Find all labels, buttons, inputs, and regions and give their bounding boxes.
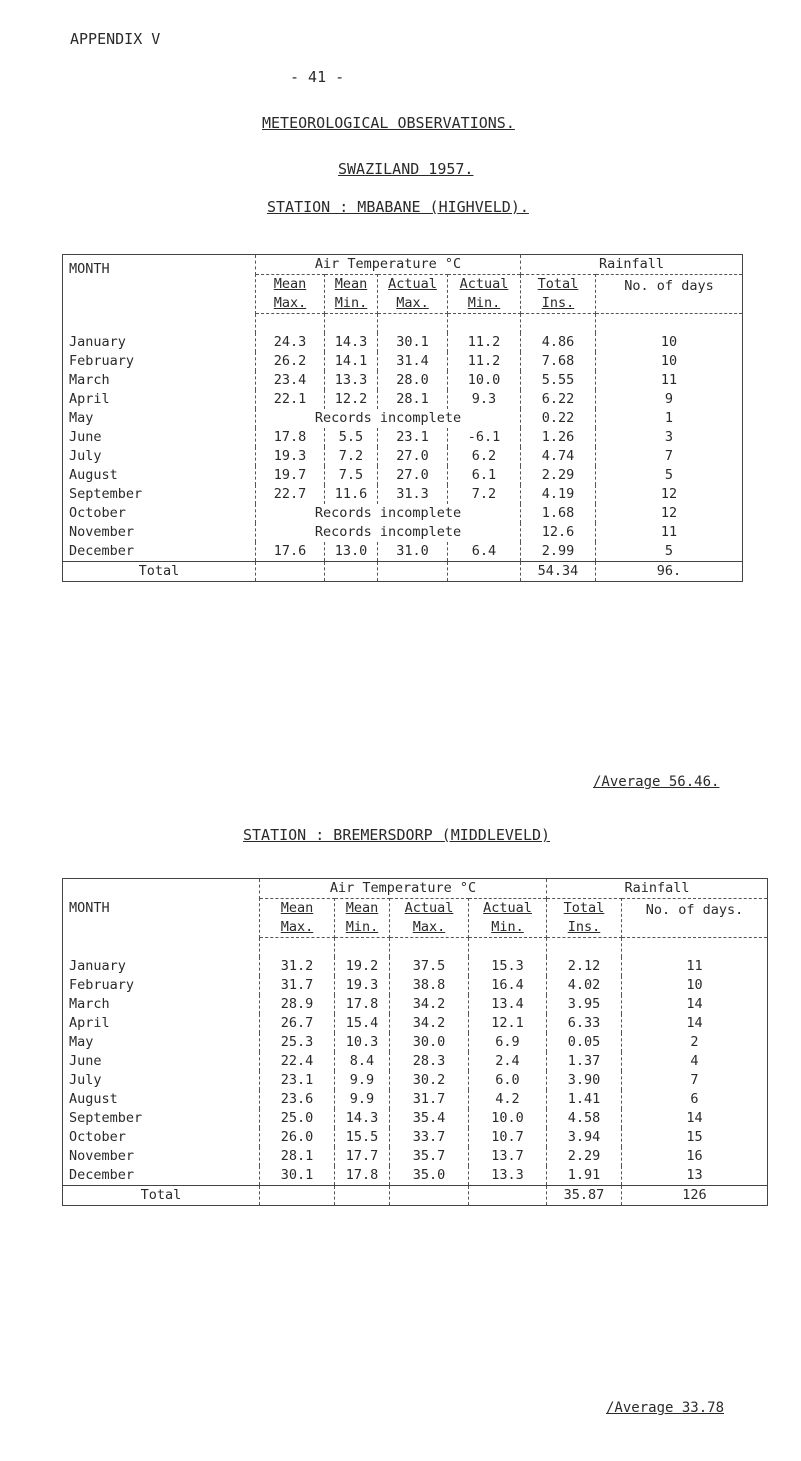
bremersdorp-table	[62, 878, 768, 1206]
actual-min-cell: 7.2	[448, 485, 521, 504]
rain-total-cell: 1.91	[547, 1166, 622, 1186]
records-note: Records incomplete	[256, 409, 521, 428]
mean-min-cell: 5.5	[325, 428, 378, 447]
mean-min-cell: 14.3	[335, 1109, 390, 1128]
total-ins-header: Total Ins.	[521, 275, 596, 314]
month-cell: June	[63, 428, 256, 447]
rain-total-cell: 7.68	[521, 352, 596, 371]
mean-min-cell: 10.3	[335, 1033, 390, 1052]
table-row	[63, 542, 743, 562]
month-cell: January	[63, 957, 260, 976]
table-row	[63, 466, 743, 485]
rain-total-cell: 4.02	[547, 976, 622, 995]
mean-max-cell: 17.6	[256, 542, 325, 562]
actual-max-cell: 34.2	[390, 995, 469, 1014]
month-cell: March	[63, 371, 256, 390]
mean-max-cell: 26.2	[256, 352, 325, 371]
rain-days-cell: 3	[596, 428, 743, 447]
rain-total-cell: 1.41	[547, 1090, 622, 1109]
actual-max-cell: 31.0	[378, 542, 448, 562]
rain-total-cell: 4.58	[547, 1109, 622, 1128]
records-note: Records incomplete	[256, 523, 521, 542]
mean-min-cell: 15.5	[335, 1128, 390, 1147]
mean-max-cell: 23.1	[260, 1071, 335, 1090]
actual-max-cell: 27.0	[378, 466, 448, 485]
actual-max-header: Actual Max.	[390, 899, 469, 938]
mean-min-cell: 13.3	[325, 371, 378, 390]
mean-min-header: Mean Min.	[335, 899, 390, 938]
actual-max-cell: 35.0	[390, 1166, 469, 1186]
mean-max-cell: 19.3	[256, 447, 325, 466]
rainfall-header: Rainfall	[521, 255, 743, 275]
mean-max-cell: 25.3	[260, 1033, 335, 1052]
table-row	[63, 371, 743, 390]
month-cell: April	[63, 390, 256, 409]
rain-days-cell: 7	[596, 447, 743, 466]
mean-max-cell: 22.4	[260, 1052, 335, 1071]
month-cell: May	[63, 1033, 260, 1052]
table-row	[63, 504, 743, 523]
mean-min-cell: 14.1	[325, 352, 378, 371]
rain-days-cell: 5	[596, 542, 743, 562]
mean-min-cell: 15.4	[335, 1014, 390, 1033]
actual-min-cell: 10.0	[469, 1109, 547, 1128]
station-title-mbabane: STATION : MBABANE (HIGHVELD).	[267, 198, 529, 216]
month-cell: July	[63, 447, 256, 466]
table-row	[63, 1090, 768, 1109]
table-row	[63, 1014, 768, 1033]
actual-max-cell: 31.7	[390, 1090, 469, 1109]
mean-max-cell: 28.9	[260, 995, 335, 1014]
mean-max-header: Mean Max.	[256, 275, 325, 314]
total-days: 96.	[596, 562, 743, 582]
mean-min-cell: 8.4	[335, 1052, 390, 1071]
mean-max-cell: 22.1	[256, 390, 325, 409]
month-cell: September	[63, 485, 256, 504]
mean-min-cell: 13.0	[325, 542, 378, 562]
rain-days-cell: 14	[622, 1109, 768, 1128]
mean-min-cell: 17.8	[335, 995, 390, 1014]
mean-max-cell: 31.2	[260, 957, 335, 976]
rain-total-cell: 5.55	[521, 371, 596, 390]
total-rain: 35.87	[547, 1186, 622, 1206]
actual-max-cell: 28.0	[378, 371, 448, 390]
month-cell: April	[63, 1014, 260, 1033]
actual-min-cell: 11.2	[448, 333, 521, 352]
rain-total-cell: 0.05	[547, 1033, 622, 1052]
actual-max-cell: 27.0	[378, 447, 448, 466]
actual-min-cell: 10.0	[448, 371, 521, 390]
table-row	[63, 1147, 768, 1166]
rain-days-cell: 14	[622, 1014, 768, 1033]
actual-max-cell: 37.5	[390, 957, 469, 976]
month-cell: February	[63, 976, 260, 995]
actual-min-cell: 2.4	[469, 1052, 547, 1071]
mean-min-cell: 12.2	[325, 390, 378, 409]
actual-min-cell: 4.2	[469, 1090, 547, 1109]
appendix-label: APPENDIX V	[70, 30, 161, 48]
month-header: MONTH	[63, 879, 260, 938]
table-row	[63, 523, 743, 542]
rainfall-header: Rainfall	[547, 879, 768, 899]
rain-total-cell: 6.22	[521, 390, 596, 409]
rain-total-cell: 2.99	[521, 542, 596, 562]
actual-min-cell: 6.1	[448, 466, 521, 485]
table-row	[63, 976, 768, 995]
days-header: No. of days.	[622, 899, 768, 938]
rain-total-cell: 1.68	[521, 504, 596, 523]
actual-max-cell: 31.4	[378, 352, 448, 371]
rain-days-cell: 10	[622, 976, 768, 995]
rain-days-cell: 11	[622, 957, 768, 976]
rain-days-cell: 15	[622, 1128, 768, 1147]
air-temp-header: Air Temperature °C	[256, 255, 521, 275]
average-rain-mbabane: /Average 56.46.	[593, 774, 720, 790]
actual-min-cell: 9.3	[448, 390, 521, 409]
actual-max-cell: 33.7	[390, 1128, 469, 1147]
rain-total-cell: 1.37	[547, 1052, 622, 1071]
mean-max-cell: 28.1	[260, 1147, 335, 1166]
mean-max-cell: 26.0	[260, 1128, 335, 1147]
total-label: Total	[63, 1186, 260, 1206]
mean-min-cell: 19.2	[335, 957, 390, 976]
mean-max-cell: 31.7	[260, 976, 335, 995]
month-cell: February	[63, 352, 256, 371]
month-cell: June	[63, 1052, 260, 1071]
actual-max-cell: 35.7	[390, 1147, 469, 1166]
mean-min-cell: 9.9	[335, 1071, 390, 1090]
mean-max-cell: 22.7	[256, 485, 325, 504]
actual-max-cell: 30.0	[390, 1033, 469, 1052]
mean-max-cell: 17.8	[256, 428, 325, 447]
actual-min-cell: 13.3	[469, 1166, 547, 1186]
actual-max-cell: 34.2	[390, 1014, 469, 1033]
rain-total-cell: 3.90	[547, 1071, 622, 1090]
actual-max-cell: 28.3	[390, 1052, 469, 1071]
actual-max-header: Actual Max.	[378, 275, 448, 314]
actual-min-cell: -6.1	[448, 428, 521, 447]
actual-min-cell: 13.7	[469, 1147, 547, 1166]
actual-min-header: Actual Min.	[448, 275, 521, 314]
rain-days-cell: 16	[622, 1147, 768, 1166]
total-rain: 54.34	[521, 562, 596, 582]
country-year: SWAZILAND 1957.	[338, 160, 474, 178]
mean-min-cell: 11.6	[325, 485, 378, 504]
rain-days-cell: 2	[622, 1033, 768, 1052]
rain-days-cell: 9	[596, 390, 743, 409]
table-row	[63, 957, 768, 976]
rain-total-cell: 2.29	[521, 466, 596, 485]
actual-max-cell: 30.2	[390, 1071, 469, 1090]
total-days: 126	[622, 1186, 768, 1206]
table-row	[63, 995, 768, 1014]
table-row	[63, 390, 743, 409]
mean-min-cell: 17.8	[335, 1166, 390, 1186]
month-cell: October	[63, 504, 256, 523]
rain-days-cell: 11	[596, 371, 743, 390]
rain-days-cell: 4	[622, 1052, 768, 1071]
rain-total-cell: 0.22	[521, 409, 596, 428]
rain-days-cell: 10	[596, 333, 743, 352]
actual-min-cell: 6.2	[448, 447, 521, 466]
actual-max-cell: 28.1	[378, 390, 448, 409]
rain-total-cell: 2.12	[547, 957, 622, 976]
rain-days-cell: 13	[622, 1166, 768, 1186]
rain-total-cell: 4.86	[521, 333, 596, 352]
table-row	[63, 428, 743, 447]
actual-min-cell: 6.4	[448, 542, 521, 562]
month-cell: August	[63, 1090, 260, 1109]
actual-min-cell: 6.9	[469, 1033, 547, 1052]
rain-days-cell: 6	[622, 1090, 768, 1109]
mean-min-cell: 7.2	[325, 447, 378, 466]
days-header: No. of days	[596, 275, 743, 314]
month-cell: September	[63, 1109, 260, 1128]
month-cell: July	[63, 1071, 260, 1090]
actual-max-cell: 31.3	[378, 485, 448, 504]
rain-total-cell: 3.94	[547, 1128, 622, 1147]
rain-days-cell: 5	[596, 466, 743, 485]
mean-min-cell: 19.3	[335, 976, 390, 995]
rain-total-cell: 4.19	[521, 485, 596, 504]
table-row	[63, 1071, 768, 1090]
rain-total-cell: 2.29	[547, 1147, 622, 1166]
month-cell: October	[63, 1128, 260, 1147]
actual-min-header: Actual Min.	[469, 899, 547, 938]
records-note: Records incomplete	[256, 504, 521, 523]
rain-total-cell: 3.95	[547, 995, 622, 1014]
mbabane-table	[62, 254, 743, 582]
mean-max-cell: 19.7	[256, 466, 325, 485]
mean-min-cell: 14.3	[325, 333, 378, 352]
mean-max-cell: 24.3	[256, 333, 325, 352]
mean-min-cell: 9.9	[335, 1090, 390, 1109]
air-temp-header: Air Temperature °C	[260, 879, 547, 899]
actual-max-cell: 30.1	[378, 333, 448, 352]
rain-days-cell: 7	[622, 1071, 768, 1090]
month-cell: November	[63, 523, 256, 542]
mean-max-header: Mean Max.	[260, 899, 335, 938]
rain-total-cell: 4.74	[521, 447, 596, 466]
table-row	[63, 485, 743, 504]
month-cell: December	[63, 1166, 260, 1186]
table-row	[63, 1033, 768, 1052]
actual-min-cell: 11.2	[448, 352, 521, 371]
actual-min-cell: 13.4	[469, 995, 547, 1014]
month-header: MONTH	[63, 255, 256, 314]
total-ins-header: Total Ins.	[547, 899, 622, 938]
month-cell: December	[63, 542, 256, 562]
table-row	[63, 1128, 768, 1147]
table-row	[63, 1052, 768, 1071]
rain-total-cell: 12.6	[521, 523, 596, 542]
actual-max-cell: 35.4	[390, 1109, 469, 1128]
average-rain-bremersdorp: /Average 33.78	[606, 1400, 725, 1416]
mean-max-cell: 30.1	[260, 1166, 335, 1186]
month-cell: January	[63, 333, 256, 352]
table-row	[63, 1166, 768, 1186]
actual-max-cell: 23.1	[378, 428, 448, 447]
mean-max-cell: 26.7	[260, 1014, 335, 1033]
actual-max-cell: 38.8	[390, 976, 469, 995]
rain-total-cell: 1.26	[521, 428, 596, 447]
month-cell: August	[63, 466, 256, 485]
actual-min-cell: 12.1	[469, 1014, 547, 1033]
rain-total-cell: 6.33	[547, 1014, 622, 1033]
rain-days-cell: 14	[622, 995, 768, 1014]
mean-min-header: Mean Min.	[325, 275, 378, 314]
month-cell: May	[63, 409, 256, 428]
mean-min-cell: 17.7	[335, 1147, 390, 1166]
table-row	[63, 352, 743, 371]
table-row	[63, 447, 743, 466]
document-title: METEOROLOGICAL OBSERVATIONS.	[262, 114, 515, 132]
actual-min-cell: 6.0	[469, 1071, 547, 1090]
month-cell: November	[63, 1147, 260, 1166]
rain-days-cell: 11	[596, 523, 743, 542]
table-row	[63, 1109, 768, 1128]
total-label: Total	[63, 562, 256, 582]
rain-days-cell: 10	[596, 352, 743, 371]
table-row	[63, 333, 743, 352]
actual-min-cell: 16.4	[469, 976, 547, 995]
mean-max-cell: 25.0	[260, 1109, 335, 1128]
mean-max-cell: 23.6	[260, 1090, 335, 1109]
table-row	[63, 409, 743, 428]
rain-days-cell: 12	[596, 504, 743, 523]
rain-days-cell: 1	[596, 409, 743, 428]
month-cell: March	[63, 995, 260, 1014]
actual-min-cell: 10.7	[469, 1128, 547, 1147]
mean-max-cell: 23.4	[256, 371, 325, 390]
page-number: - 41 -	[290, 68, 345, 86]
mean-min-cell: 7.5	[325, 466, 378, 485]
actual-min-cell: 15.3	[469, 957, 547, 976]
station-title-bremersdorp: STATION : BREMERSDORP (MIDDLEVELD)	[243, 826, 551, 844]
rain-days-cell: 12	[596, 485, 743, 504]
